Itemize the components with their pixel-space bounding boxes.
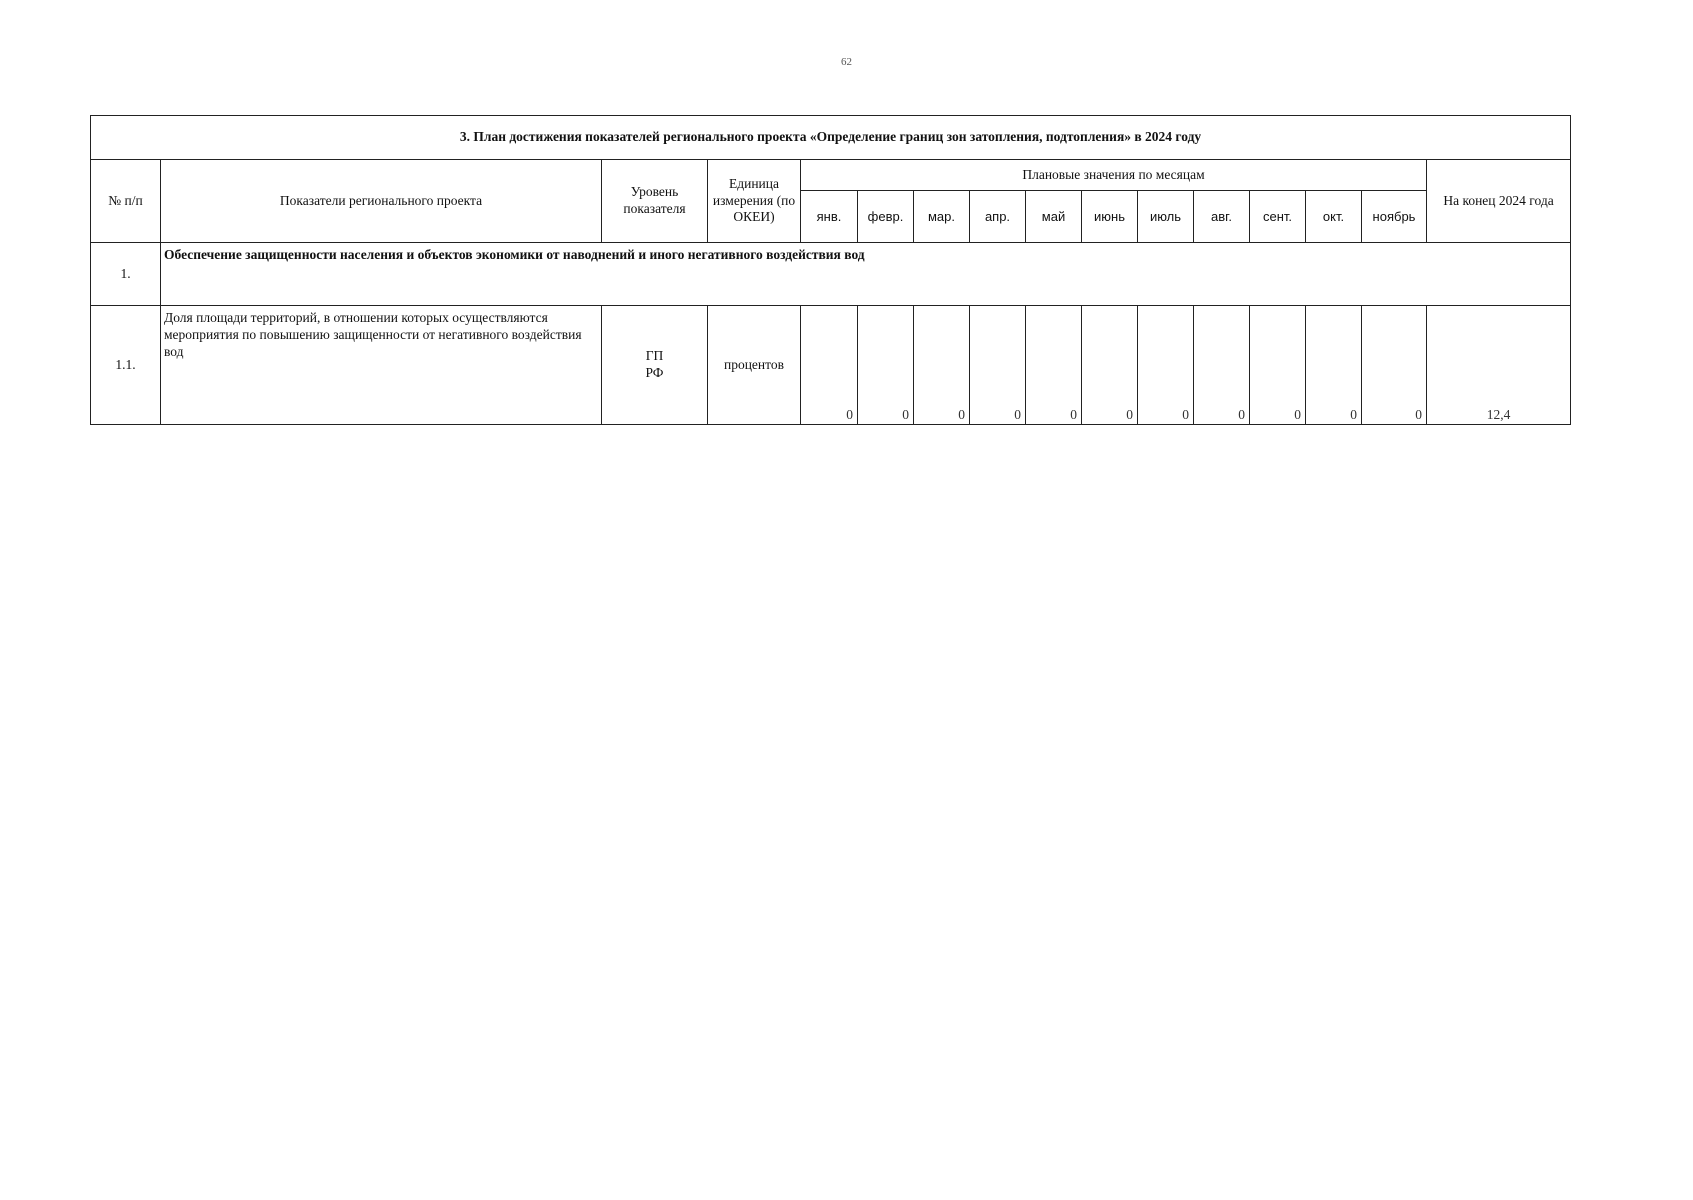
table-title: 3. План достижения показателей регионального проекта «Определение границ зон затопления, подтопления» в 2024 году [91,116,1571,160]
group-number: 1. [91,243,161,306]
header-month: авг. [1194,191,1250,243]
row-indicator: Доля площади территорий, в отношении которых осуществляются мероприятия по повышению защищенности от негативного воздействия вод [161,306,602,425]
page-number: 62 [841,56,852,68]
row-month-value: 0 [801,306,858,425]
header-indicator: Показатели регионального проекта [161,160,602,243]
row-unit: процентов [708,306,801,425]
header-num: № п/п [91,160,161,243]
header-end-of-year: На конец 2024 года [1427,160,1571,243]
header-unit: Единица измерения (по ОКЕИ) [708,160,801,243]
header-month: ноябрь [1362,191,1427,243]
row-number: 1.1. [91,306,161,425]
row-month-value: 0 [1138,306,1194,425]
header-month: янв. [801,191,858,243]
header-month: апр. [970,191,1026,243]
row-month-value: 0 [858,306,914,425]
row-end-of-year-value: 12,4 [1427,306,1571,425]
row-month-value: 0 [970,306,1026,425]
header-month: окт. [1306,191,1362,243]
header-month: июнь [1082,191,1138,243]
row-month-value: 0 [1250,306,1306,425]
header-month: июль [1138,191,1194,243]
row-month-value: 0 [1082,306,1138,425]
header-month: февр. [858,191,914,243]
row-level [602,306,708,425]
plan-table [90,115,1571,425]
group-title: Обеспечение защищенности населения и объектов экономики от наводнений и иного негативного воздействия вод [161,243,1571,306]
row-month-value: 0 [1306,306,1362,425]
header-planned-values: Плановые значения по месяцам [801,160,1427,191]
row-month-value: 0 [1026,306,1082,425]
header-month: май [1026,191,1082,243]
header-month: сент. [1250,191,1306,243]
row-month-value: 0 [1362,306,1427,425]
row-month-value: 0 [914,306,970,425]
row-month-value: 0 [1194,306,1250,425]
header-level: Уровень показателя [602,160,708,243]
header-month: мар. [914,191,970,243]
row-level-line1: ГП [645,348,664,364]
row-level-line2: РФ [645,365,664,380]
